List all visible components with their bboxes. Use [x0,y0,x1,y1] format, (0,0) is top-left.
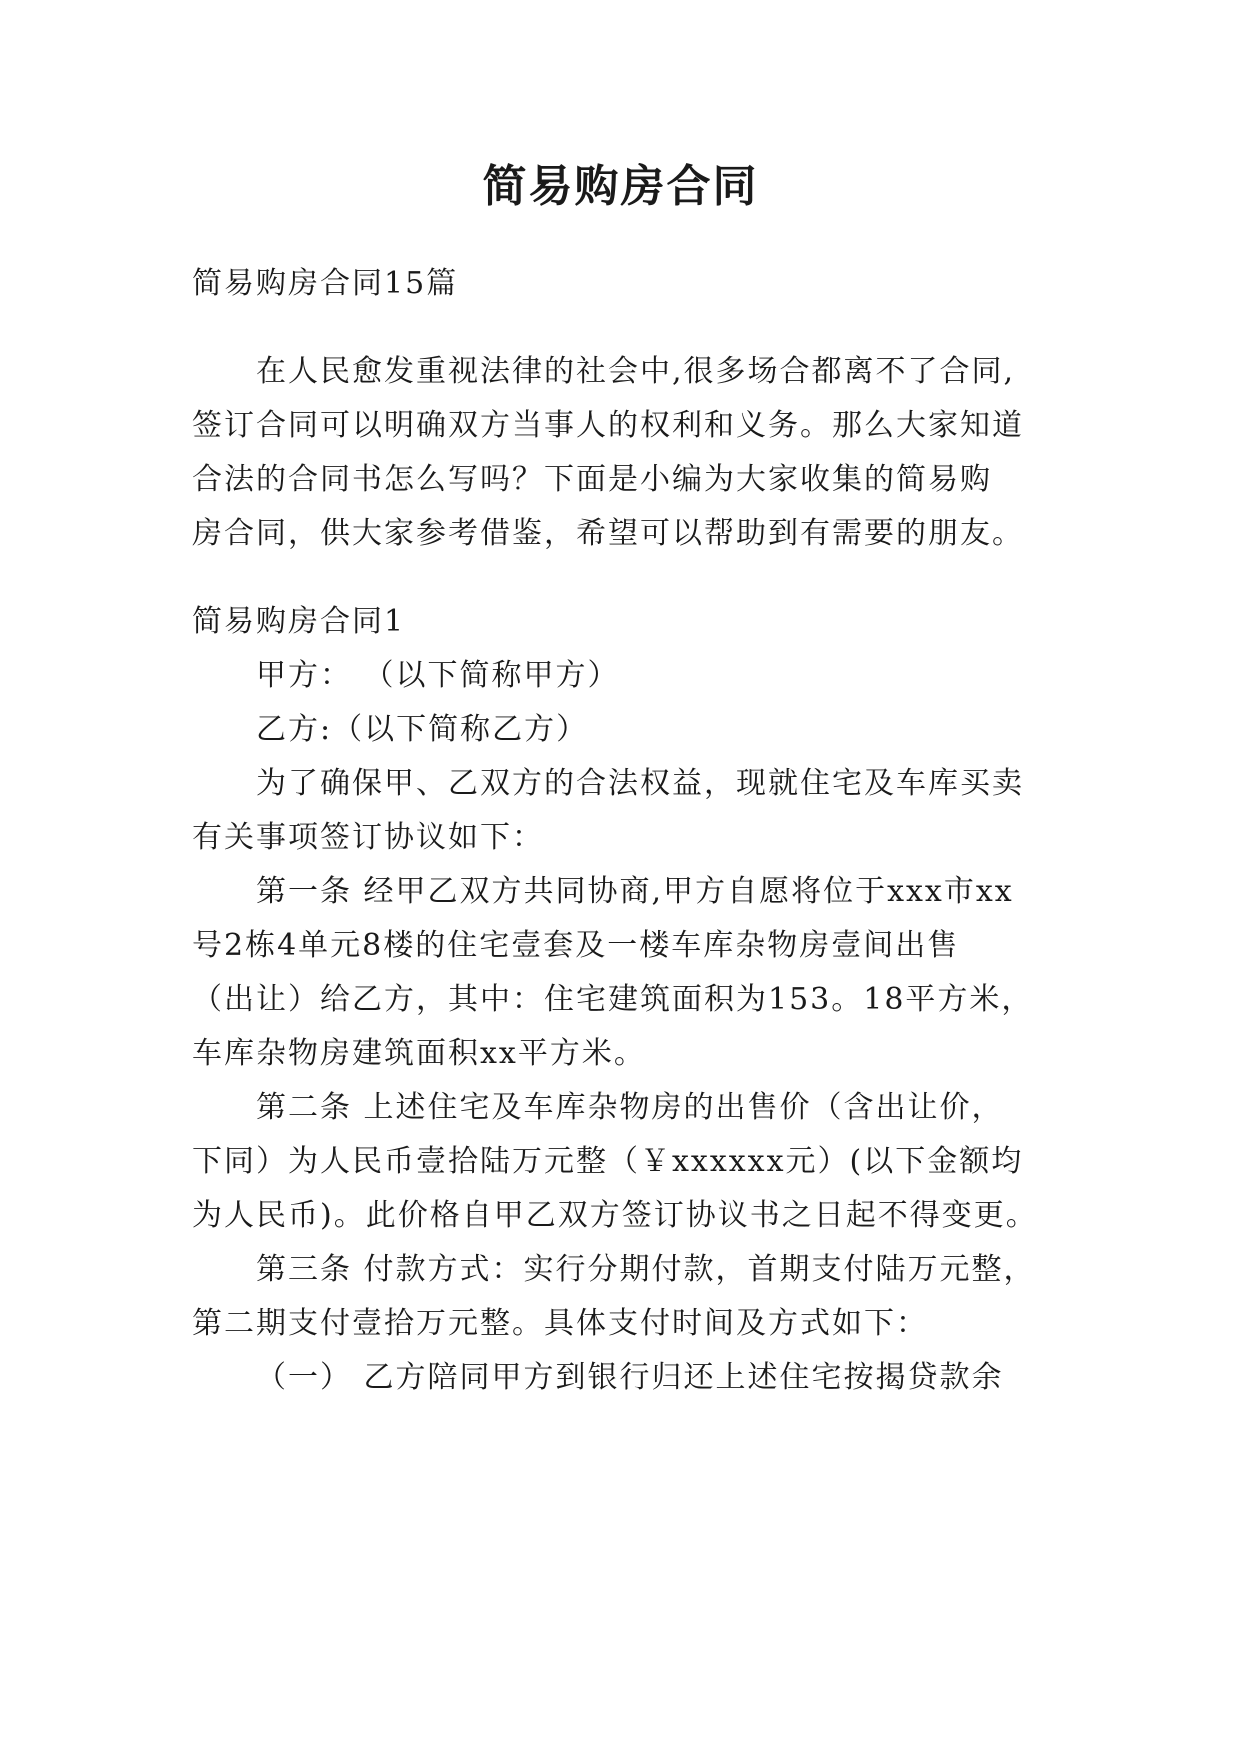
subtitle: 简易购房合同15篇 [192,266,459,301]
article2-line-1: 第二条 上述住宅及车库杂物房的出售价（含出让价， [256,1090,1004,1125]
purpose-line-1: 为了确保甲、乙双方的合法权益，现就住宅及车库买卖 [256,766,1024,801]
article1-line-3: （出让）给乙方，其中：住宅建筑面积为153。18平方米， [192,982,1034,1017]
article1-line-2: 号2栋4单元8楼的住宅壹套及一楼车库杂物房壹间出售 [192,928,960,963]
article2-line-3: 为人民币)。此价格自甲乙双方签订协议书之日起不得变更。 [192,1198,1038,1233]
intro-line-2: 签订合同可以明确双方当事人的权利和义务。那么大家知道 [192,408,1024,443]
paragraph-gap [192,311,1062,345]
article1-line-4: 车库杂物房建筑面积xx平方米。 [192,1036,646,1071]
clause1-line-1: （一） 乙方陪同甲方到银行归还上述住宅按揭贷款余 [256,1360,1004,1395]
document-title: 简易购房合同 [482,161,759,212]
party-a: 甲方： （以下简称甲方） [256,658,620,693]
intro-line-4: 房合同，供大家参考借鉴，希望可以帮助到有需要的朋友。 [192,516,1024,551]
article2-line-2: 下同）为人民币壹拾陆万元整（￥xxxxxx元）(以下金额均 [192,1144,1024,1179]
article1-line-1: 第一条 经甲乙双方共同协商,甲方自愿将位于xxx市xx [256,874,1014,909]
document-body [192,257,1062,1405]
section-heading: 简易购房合同1 [192,604,406,639]
party-b: 乙方:（以下简称乙方） [256,712,589,747]
article3-line-1: 第三条 付款方式：实行分期付款，首期支付陆万元整， [256,1252,1036,1287]
purpose-line-2: 有关事项签订协议如下： [192,820,544,855]
paragraph-gap [192,561,1062,595]
intro-line-1: 在人民愈发重视法律的社会中,很多场合都离不了合同, [256,354,1016,389]
article3-line-2: 第二期支付壹拾万元整。具体支付时间及方式如下： [192,1306,928,1341]
intro-line-3: 合法的合同书怎么写吗？下面是小编为大家收集的简易购 [192,462,992,497]
